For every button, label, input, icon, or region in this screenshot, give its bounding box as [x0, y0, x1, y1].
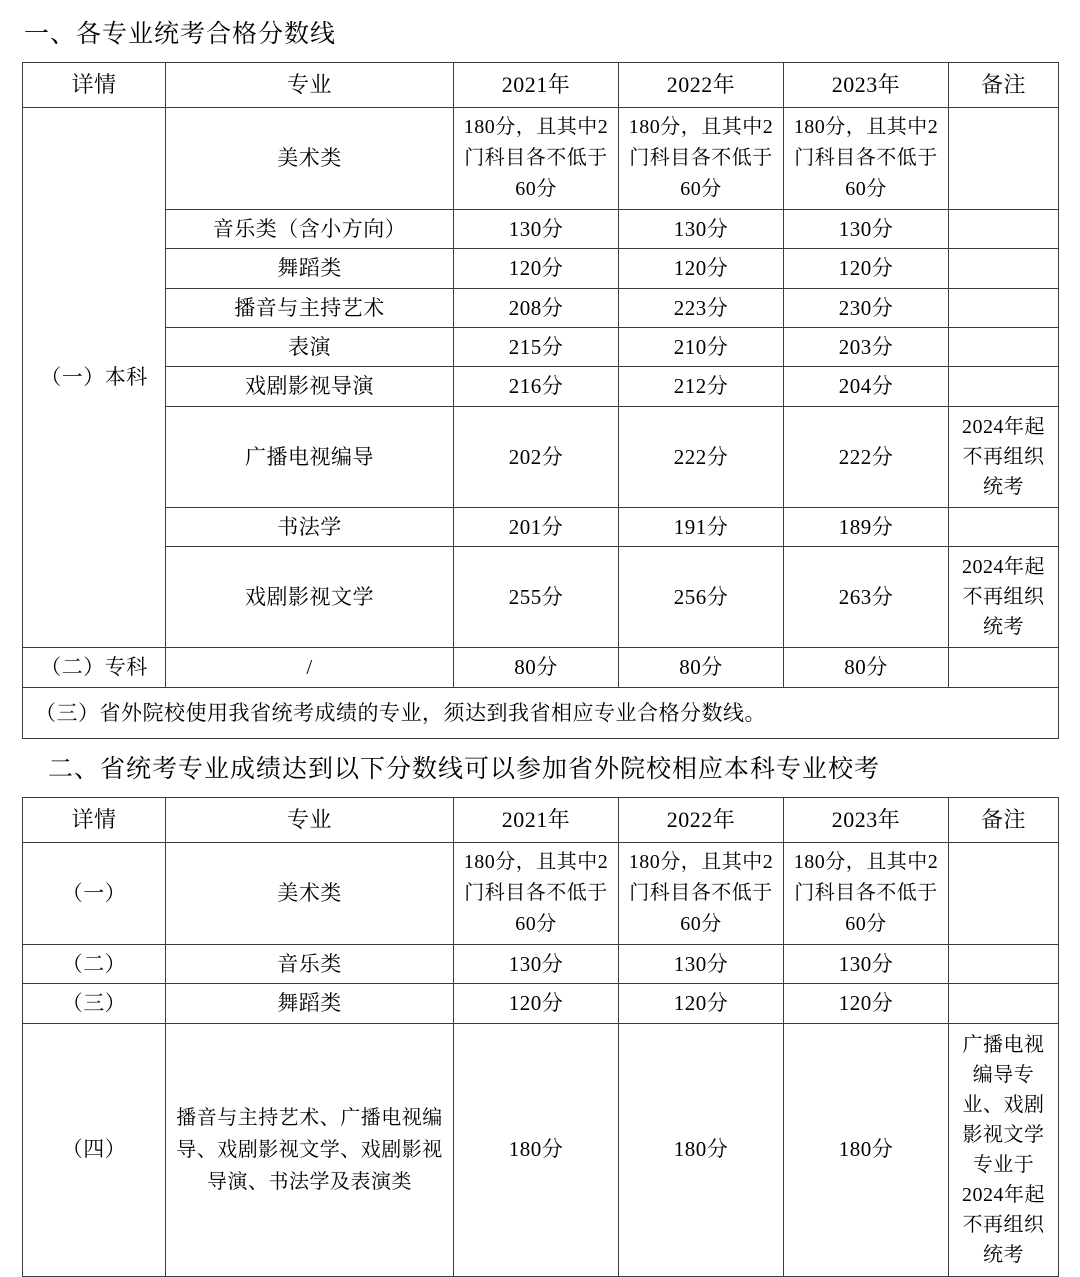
major-name: 美术类 — [166, 842, 454, 944]
table-row — [23, 406, 1059, 507]
row-note — [949, 209, 1059, 248]
score-2022: 212分 — [619, 367, 784, 406]
detail-label: （三） — [23, 984, 166, 1023]
major-name: 美术类 — [166, 107, 454, 209]
row-note — [949, 107, 1059, 209]
score-2023: 203分 — [784, 327, 949, 366]
score-2021: 130分 — [454, 944, 619, 983]
score-2021: 80分 — [454, 648, 619, 687]
row-note — [949, 507, 1059, 546]
section-1-title: 一、各专业统考合格分数线 — [24, 21, 337, 48]
table-row — [23, 1023, 1059, 1276]
score-2023: 130分 — [784, 944, 949, 983]
major-name: 舞蹈类 — [166, 984, 454, 1023]
detail-label: （四） — [23, 1023, 166, 1276]
major-name: 广播电视编导 — [166, 406, 454, 507]
table-header-row — [23, 797, 1059, 842]
table-section-1 — [22, 62, 1059, 739]
score-2023: 130分 — [784, 209, 949, 248]
table-row-zhuanke — [23, 648, 1059, 687]
header-2022: 2022年 — [619, 62, 784, 107]
section-2-title: 二、省统考专业成绩达到以下分数线可以参加省外院校相应本科专业校考 — [48, 756, 881, 784]
header-2021: 2021年 — [454, 62, 619, 107]
table-row — [23, 249, 1059, 288]
score-2022: 180分，且其中2门科目各不低于60分 — [619, 107, 784, 209]
header-note: 备注 — [949, 62, 1059, 107]
score-2022: 180分 — [619, 1023, 784, 1276]
row-note — [949, 288, 1059, 327]
score-2021: 208分 — [454, 288, 619, 327]
score-2023: 263分 — [784, 547, 949, 648]
table-row-footnote — [23, 687, 1059, 738]
table-row — [23, 288, 1059, 327]
score-2023: 180分，且其中2门科目各不低于60分 — [784, 842, 949, 944]
score-2022: 191分 — [619, 507, 784, 546]
score-2021: 180分，且其中2门科目各不低于60分 — [454, 107, 619, 209]
table-row — [23, 984, 1059, 1023]
score-2021: 201分 — [454, 507, 619, 546]
row-note: 2024年起不再组织统考 — [949, 406, 1059, 507]
score-2021: 216分 — [454, 367, 619, 406]
score-2022: 80分 — [619, 648, 784, 687]
major-name: 播音与主持艺术、广播电视编导、戏剧影视文学、戏剧影视导演、书法学及表演类 — [166, 1023, 454, 1276]
score-2021: 215分 — [454, 327, 619, 366]
score-2022: 130分 — [619, 944, 784, 983]
header-detail: 详情 — [23, 797, 166, 842]
table-row — [23, 209, 1059, 248]
row-note — [949, 648, 1059, 687]
table-row — [23, 944, 1059, 983]
score-2021: 180分 — [454, 1023, 619, 1276]
table-row — [23, 547, 1059, 648]
score-2022: 120分 — [619, 249, 784, 288]
detail-label: （一） — [23, 842, 166, 944]
header-major: 专业 — [166, 62, 454, 107]
score-2021: 180分，且其中2门科目各不低于60分 — [454, 842, 619, 944]
major-name: 播音与主持艺术 — [166, 288, 454, 327]
header-2022: 2022年 — [619, 797, 784, 842]
score-2022: 120分 — [619, 984, 784, 1023]
table-section-2 — [22, 797, 1059, 1277]
score-2023: 120分 — [784, 984, 949, 1023]
score-2023: 120分 — [784, 249, 949, 288]
group-label-zhuanke: （二）专科 — [23, 648, 166, 687]
table-row — [23, 107, 1059, 209]
header-2023: 2023年 — [784, 62, 949, 107]
row-note — [949, 367, 1059, 406]
score-2021: 120分 — [454, 984, 619, 1023]
table-row — [23, 507, 1059, 546]
score-2023: 80分 — [784, 648, 949, 687]
header-note: 备注 — [949, 797, 1059, 842]
major-name: 表演 — [166, 327, 454, 366]
score-2022: 180分，且其中2门科目各不低于60分 — [619, 842, 784, 944]
score-2021: 202分 — [454, 406, 619, 507]
table-row — [23, 327, 1059, 366]
row-note — [949, 842, 1059, 944]
row-note: 广播电视编导专业、戏剧影视文学专业于2024年起不再组织统考 — [949, 1023, 1059, 1276]
major-name: 戏剧影视文学 — [166, 547, 454, 648]
table-row — [23, 367, 1059, 406]
score-2021: 130分 — [454, 209, 619, 248]
detail-label: （二） — [23, 944, 166, 983]
table-row — [23, 842, 1059, 944]
score-2023: 222分 — [784, 406, 949, 507]
major-name: 书法学 — [166, 507, 454, 546]
major-name: 音乐类 — [166, 944, 454, 983]
major-name: 舞蹈类 — [166, 249, 454, 288]
table-header-row — [23, 62, 1059, 107]
row-note: 2024年起不再组织统考 — [949, 547, 1059, 648]
footnote-text: （三）省外院校使用我省统考成绩的专业，须达到我省相应专业合格分数线。 — [23, 687, 1059, 738]
header-2021: 2021年 — [454, 797, 619, 842]
score-2022: 210分 — [619, 327, 784, 366]
score-2023: 180分，且其中2门科目各不低于60分 — [784, 107, 949, 209]
header-detail: 详情 — [23, 62, 166, 107]
header-major: 专业 — [166, 797, 454, 842]
major-name: 音乐类（含小方向） — [166, 209, 454, 248]
row-note — [949, 249, 1059, 288]
row-note — [949, 984, 1059, 1023]
major-name: / — [166, 648, 454, 687]
major-name: 戏剧影视导演 — [166, 367, 454, 406]
score-2023: 180分 — [784, 1023, 949, 1276]
score-2021: 255分 — [454, 547, 619, 648]
score-2023: 204分 — [784, 367, 949, 406]
group-label-benke: （一）本科 — [23, 107, 166, 648]
score-2023: 189分 — [784, 507, 949, 546]
row-note — [949, 944, 1059, 983]
row-note — [949, 327, 1059, 366]
score-2022: 222分 — [619, 406, 784, 507]
score-2021: 120分 — [454, 249, 619, 288]
score-2023: 230分 — [784, 288, 949, 327]
score-2022: 223分 — [619, 288, 784, 327]
header-2023: 2023年 — [784, 797, 949, 842]
score-2022: 256分 — [619, 547, 784, 648]
score-2022: 130分 — [619, 209, 784, 248]
